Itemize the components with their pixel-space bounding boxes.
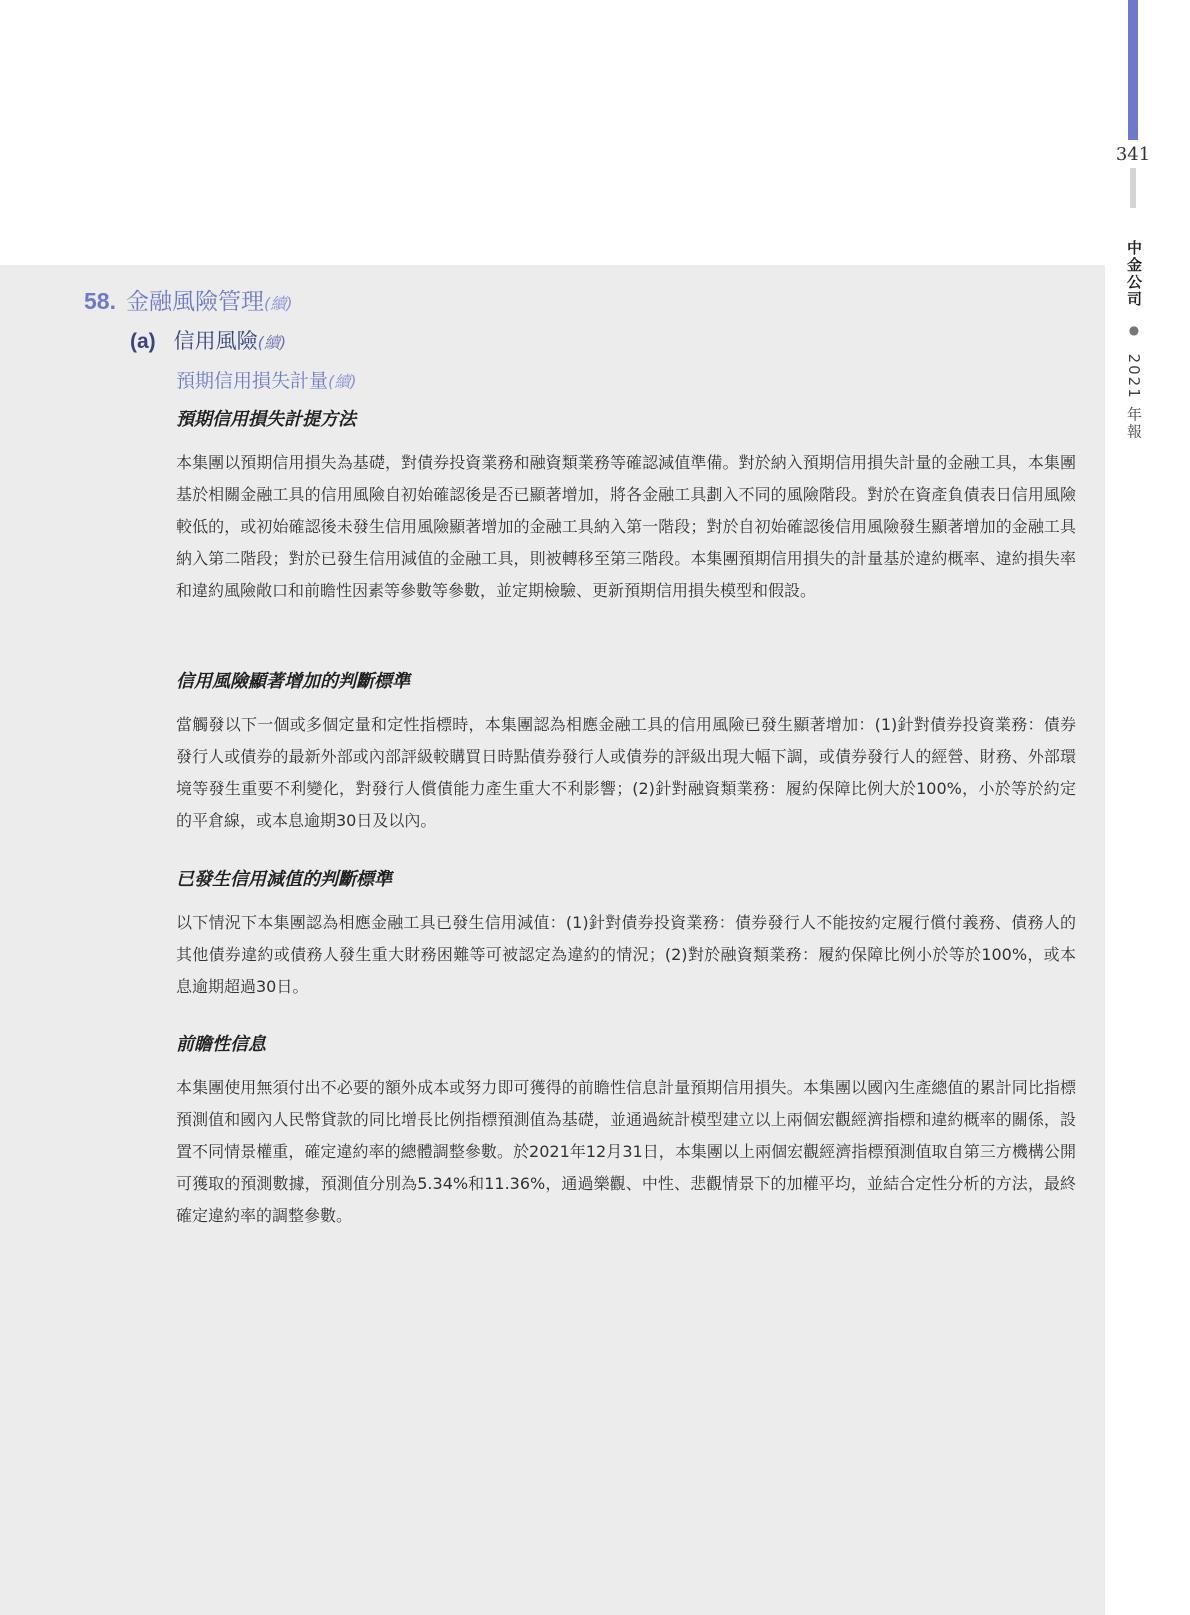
page-marker <box>1130 168 1136 208</box>
block-heading: 信用風險顯著增加的判斷標準 <box>176 671 410 692</box>
running-header <box>1122 240 1146 441</box>
content-block <box>176 1032 1076 1232</box>
section-number: 58. <box>84 288 116 314</box>
right-sidebar <box>1105 0 1190 1615</box>
content-block <box>176 407 1076 607</box>
block-paragraph: 以下情況下本集團認為相應金融工具已發生信用減值：(1)針對債券投資業務：債券發行人不能按約定履行償付義務、債務人的其他債券違約或債務人發生重大財務困難等可被認定為違約的情況；(2)對於融資類業務：履約保障比例小於等於100%，或本息逾期超過30日。 <box>176 913 1076 996</box>
subsubsection-title-text: 預期信用損失計量 <box>176 370 329 392</box>
block-paragraph: 當觸發以下一個或多個定量和定性指標時，本集團認為相應金融工具的信用風險已發生顯著增加：(1)針對債券投資業務：債券發行人或債券的最新外部或內部評級較購買日時點債券發行人或債券的評級出現大幅下調，或債券發行人的經營、財務、外部環境等發生重要不利變化，對發行人償債能力產生重大不利影響；(2)針對融資類業務：履約保障比例大於100%，小於等於約定的平倉線，或本息逾期30日及以內。 <box>176 715 1076 830</box>
block-paragraph: 本集團以預期信用損失為基礎，對債券投資業務和融資類業務等確認減值準備。對於納入預期信用損失計量的金融工具，本集團基於相關金融工具的信用風險自初始確認後是否已顯著增加，將各金融工具劃入不同的風險階段。對於在資產負債表日信用風險較低的，或初始確認後未發生信用風險顯著增加的金融工具納入第一階段；對於自初始確認後信用風險發生顯著增加的金融工具納入第二階段；對於已發生信用減值的金融工具，則被轉移至第三階段。本集團預期信用損失的計量基於違約概率、違約損失率和違約風險敞口和前瞻性因素等參數等參數，並定期檢驗、更新預期信用損失模型和假設。 <box>176 453 1076 600</box>
block-heading: 預期信用損失計提方法 <box>176 409 356 430</box>
separator-dot: ● <box>1127 322 1141 339</box>
content-block <box>176 867 1076 1003</box>
block-heading: 已發生信用減值的判斷標準 <box>176 869 392 890</box>
continued-marker: (續) <box>328 372 357 391</box>
report-name: 2021 年報 <box>1125 353 1143 441</box>
block-heading: 前瞻性信息 <box>176 1034 266 1055</box>
subsection-title <box>130 325 286 355</box>
subsection-letter: (a) <box>130 330 156 353</box>
content-block <box>176 669 1076 837</box>
accent-bar <box>1128 0 1138 140</box>
continued-marker: (續) <box>263 294 293 313</box>
company-name: 中金公司 <box>1125 240 1143 308</box>
section-title <box>84 283 292 316</box>
continued-marker: (續) <box>257 333 287 352</box>
section-title-text: 金融風險管理 <box>125 289 264 315</box>
subsubsection-title <box>176 366 357 393</box>
block-paragraph: 本集團使用無須付出不必要的額外成本或努力即可獲得的前瞻性信息計量預期信用損失。本集團以國內生產總值的累計同比指標預測值和國內人民幣貸款的同比增長比例指標預測值為基礎，並通過統計模型建立以上兩個宏觀經濟指標和違約概率的關係，設置不同情景權重，確定違約率的總體調整參數。於2021年12月31日，本集團以上兩個宏觀經濟指標預測值取自第三方機構公開可獲取的預測數據，預測值分別為5.34%和11.36%，通過樂觀、中性、悲觀情景下的加權平均，並結合定性分析的方法，最終確定違約率的調整參數。 <box>176 1078 1076 1225</box>
page-number: 341 <box>1115 144 1151 165</box>
subsection-title-text: 信用風險 <box>173 329 258 353</box>
